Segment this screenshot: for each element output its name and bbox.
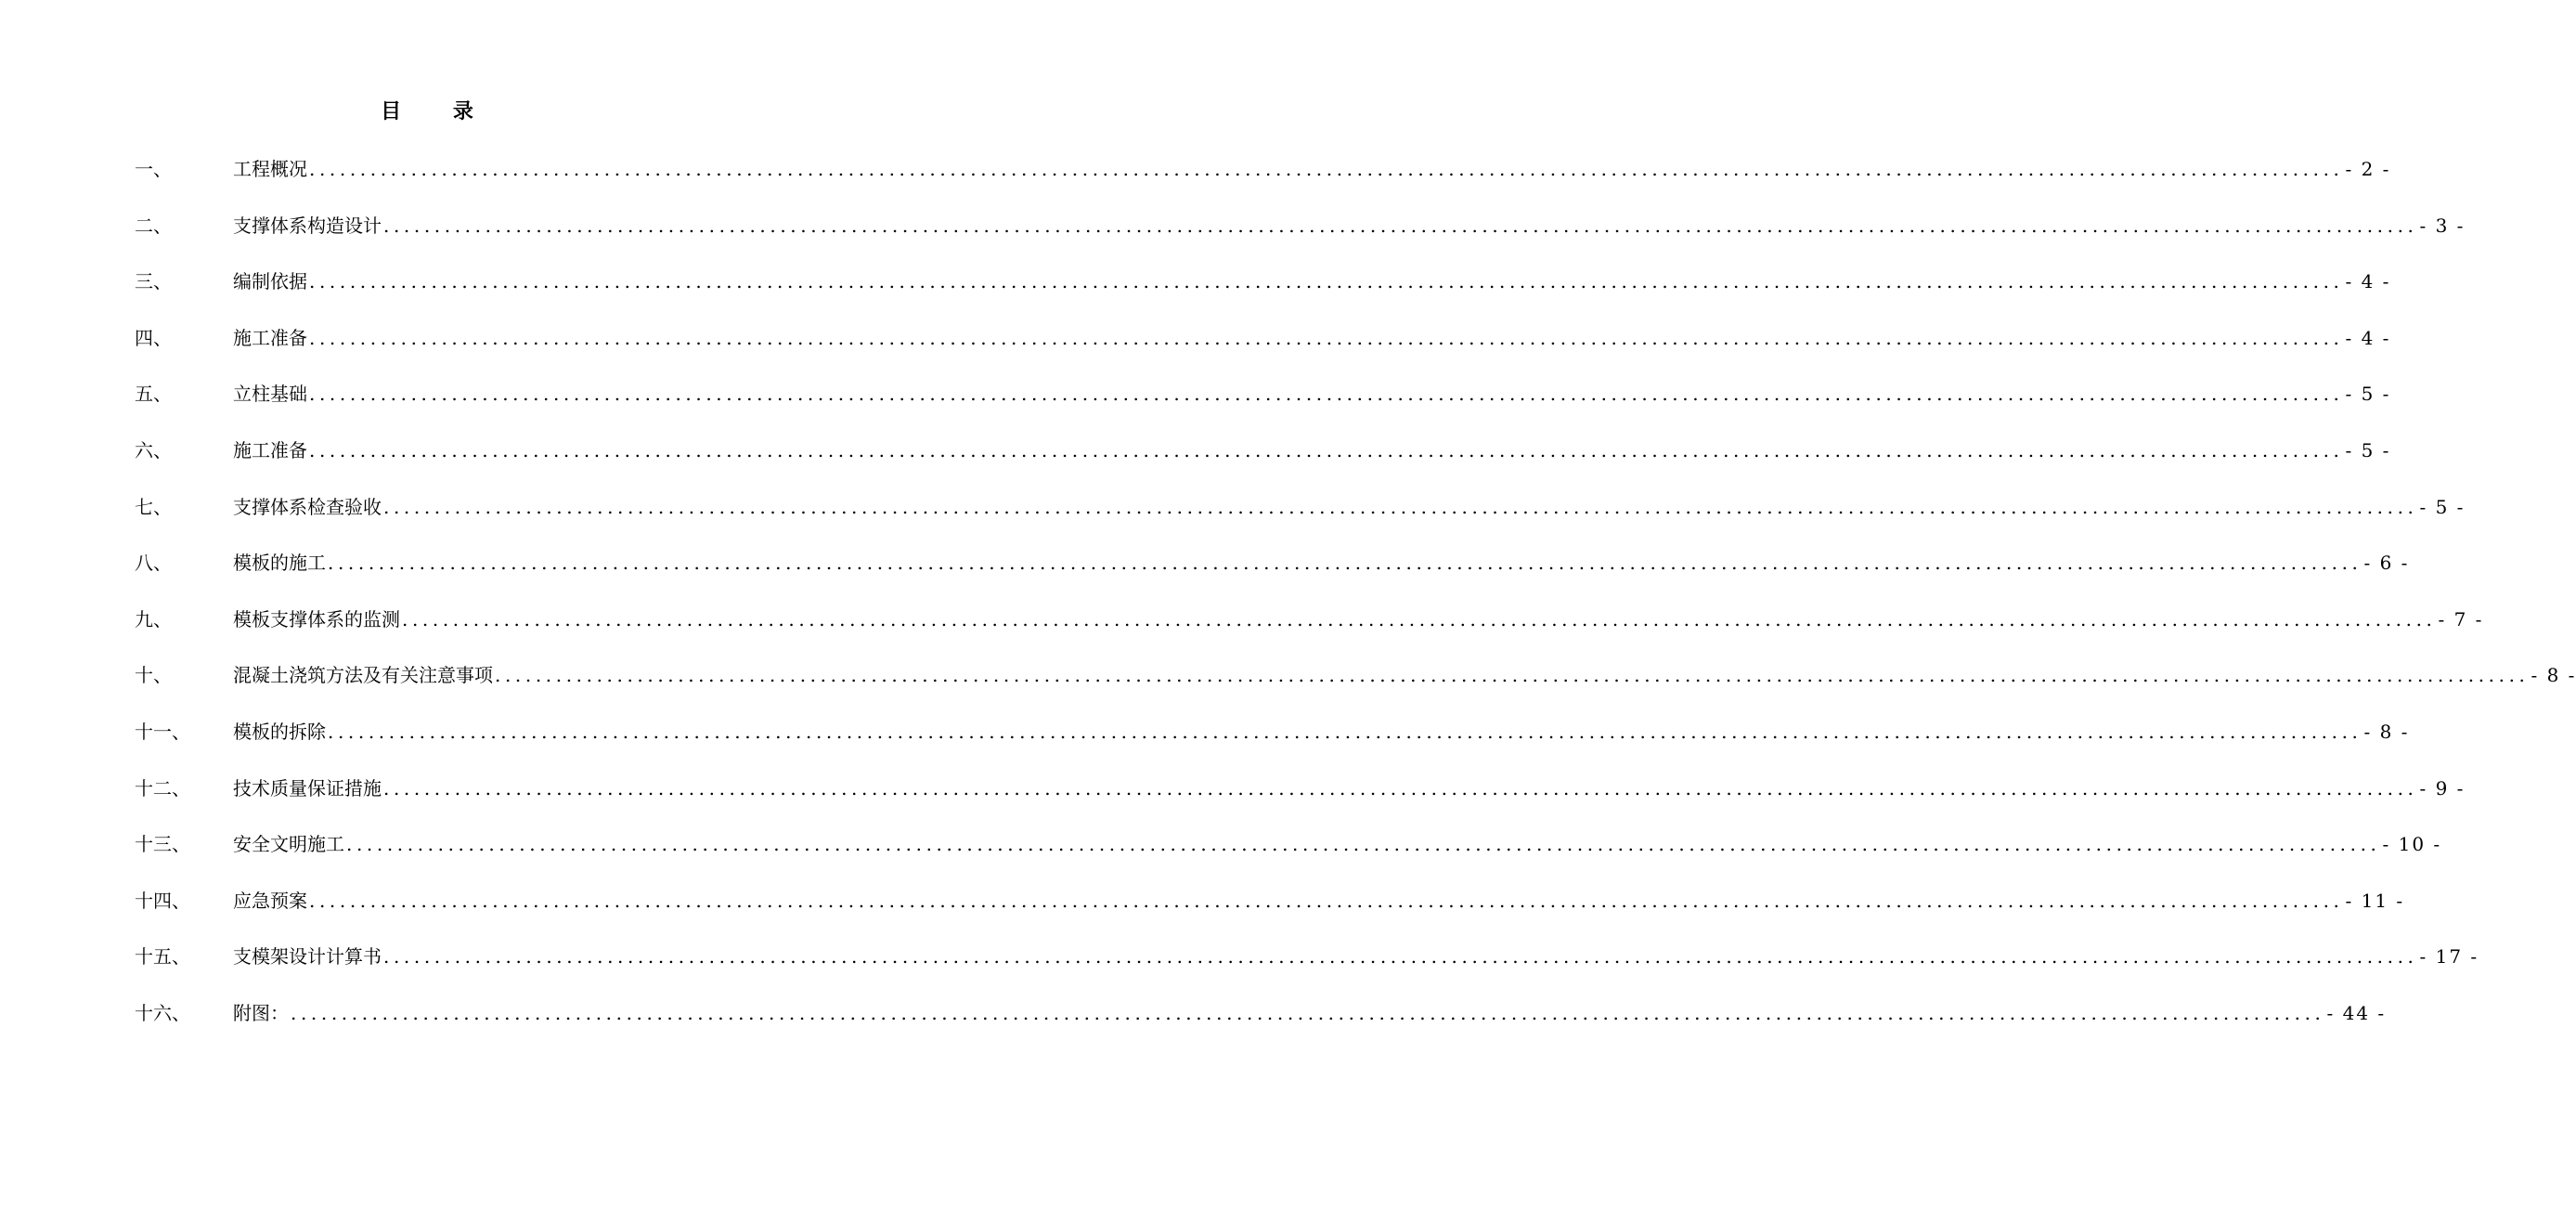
toc-entry[interactable] xyxy=(135,548,2410,604)
toc-entry[interactable] xyxy=(135,998,2387,1055)
toc-entry-page: - 6 - xyxy=(2363,552,2410,575)
toc-entry-title: 施工准备 xyxy=(233,438,307,462)
toc-entry-page: - 11 - xyxy=(2345,889,2405,912)
toc-dot-leader: ........................................................................................................................................................................................................ xyxy=(309,158,2344,180)
toc-entry-number: 十二、 xyxy=(135,776,190,800)
toc-entry-number: 六、 xyxy=(135,438,172,462)
toc-entry[interactable] xyxy=(135,154,2391,211)
toc-entry-title: 支撑体系检查验收 xyxy=(233,495,382,518)
toc-entry-title: 混凝土浇筑方法及有关注意事项 xyxy=(233,664,493,687)
toc-entry-page: - 8 - xyxy=(2531,664,2576,687)
toc-entry-number: 十四、 xyxy=(135,889,190,912)
toc-entry-number: 一、 xyxy=(135,158,172,180)
toc-dot-leader: ........................................................................................................................................................................................................ xyxy=(383,776,2418,800)
toc-entry-title: 附图： xyxy=(233,1001,289,1024)
toc-dot-leader: ........................................................................................................................................................................................................ xyxy=(328,720,2362,743)
toc-entry-title: 安全文明施工 xyxy=(233,833,344,856)
toc-dot-leader: ........................................................................................................................................................................................................ xyxy=(402,607,2437,630)
toc-entry-page: - 17 - xyxy=(2419,945,2479,968)
toc-list xyxy=(135,154,2576,1055)
toc-entry-title: 编制依据 xyxy=(233,270,307,293)
toc-entry-title: 施工准备 xyxy=(233,326,307,349)
toc-entry[interactable] xyxy=(135,774,2466,830)
toc-entry-page: - 44 - xyxy=(2326,1001,2387,1024)
toc-entry-number: 四、 xyxy=(135,326,172,349)
toc-entry-page: - 10 - xyxy=(2382,833,2442,856)
toc-entry-number: 十六、 xyxy=(135,1001,190,1024)
toc-entry[interactable] xyxy=(135,379,2391,436)
toc-entry-page: - 7 - xyxy=(2438,607,2484,630)
toc-entry-page: - 8 - xyxy=(2363,720,2410,743)
toc-entry-number: 十一、 xyxy=(135,720,190,743)
toc-dot-leader: ........................................................................................................................................................................................................ xyxy=(309,383,2344,406)
toc-entry[interactable] xyxy=(135,211,2466,267)
toc-entry[interactable] xyxy=(135,829,2442,886)
toc-entry-title: 模板的施工 xyxy=(233,552,326,575)
toc-entry[interactable] xyxy=(135,323,2391,380)
toc-title: 目 录 xyxy=(381,99,496,124)
toc-entry-page: - 4 - xyxy=(2345,270,2391,293)
toc-entry-page: - 5 - xyxy=(2345,438,2391,462)
toc-dot-leader: ........................................................................................................................................................................................................ xyxy=(346,833,2381,856)
toc-entry[interactable] xyxy=(135,886,2405,942)
toc-entry[interactable] xyxy=(135,660,2576,717)
toc-entry-number: 二、 xyxy=(135,214,172,237)
toc-entry-number: 五、 xyxy=(135,383,172,406)
toc-entry[interactable] xyxy=(135,604,2484,661)
toc-entry[interactable] xyxy=(135,492,2466,549)
toc-entry[interactable] xyxy=(135,266,2391,323)
toc-entry-page: - 5 - xyxy=(2345,383,2391,406)
toc-dot-leader: ........................................................................................................................................................................................................ xyxy=(309,438,2344,462)
toc-entry-title: 模板的拆除 xyxy=(233,720,326,743)
toc-entry-title: 技术质量保证措施 xyxy=(233,776,382,800)
toc-entry-title: 立柱基础 xyxy=(233,383,307,406)
toc-entry-page: - 3 - xyxy=(2419,214,2466,237)
toc-dot-leader: ........................................................................................................................................................................................................ xyxy=(309,326,2344,349)
toc-dot-leader: ........................................................................................................................................................................................................ xyxy=(383,945,2418,968)
toc-dot-leader: ........................................................................................................................................................................................................ xyxy=(495,664,2530,687)
toc-entry-number: 十、 xyxy=(135,664,172,687)
toc-entry-title: 支撑体系构造设计 xyxy=(233,214,382,237)
toc-entry-number: 八、 xyxy=(135,552,172,575)
toc-entry-number: 十三、 xyxy=(135,833,190,856)
toc-entry[interactable] xyxy=(135,717,2410,774)
toc-entry[interactable] xyxy=(135,436,2391,492)
toc-entry-page: - 9 - xyxy=(2419,776,2466,800)
toc-entry-number: 九、 xyxy=(135,607,172,630)
toc-entry[interactable] xyxy=(135,942,2479,998)
toc-dot-leader: ........................................................................................................................................................................................................ xyxy=(328,552,2362,575)
toc-entry-title: 模板支撑体系的监测 xyxy=(233,607,400,630)
toc-entry-title: 工程概况 xyxy=(233,158,307,180)
toc-dot-leader: ........................................................................................................................................................................................................ xyxy=(291,1001,2325,1024)
toc-dot-leader: ........................................................................................................................................................................................................ xyxy=(383,214,2418,237)
toc-entry-page: - 2 - xyxy=(2345,158,2391,180)
toc-dot-leader: ........................................................................................................................................................................................................ xyxy=(309,889,2344,912)
toc-entry-number: 十五、 xyxy=(135,945,190,968)
toc-entry-page: - 5 - xyxy=(2419,495,2466,518)
toc-dot-leader: ........................................................................................................................................................................................................ xyxy=(383,495,2418,518)
toc-entry-title: 应急预案 xyxy=(233,889,307,912)
toc-entry-title: 支模架设计计算书 xyxy=(233,945,382,968)
toc-entry-page: - 4 - xyxy=(2345,326,2391,349)
toc-entry-number: 七、 xyxy=(135,495,172,518)
toc-dot-leader: ........................................................................................................................................................................................................ xyxy=(309,270,2344,293)
toc-entry-number: 三、 xyxy=(135,270,172,293)
